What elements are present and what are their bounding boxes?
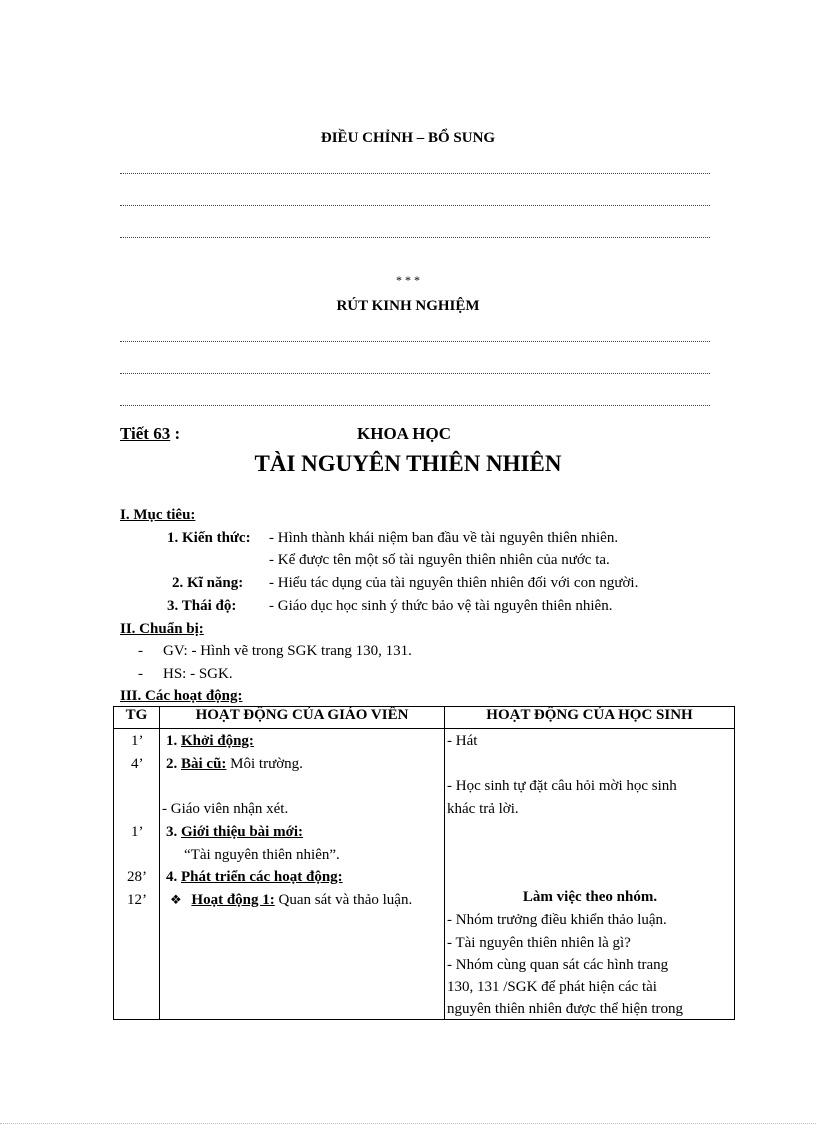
lesson-colon: : xyxy=(170,424,181,443)
tg-value: 4’ xyxy=(131,756,144,772)
lesson-number: Tiết 63 xyxy=(120,424,171,443)
tg-value: 12’ xyxy=(127,892,147,908)
step-develop xyxy=(166,869,343,886)
lesson-title: TÀI NGUYÊN THIÊN NHIÊN xyxy=(254,451,562,476)
separator: * * * xyxy=(396,273,420,287)
lesson-intro-text: “Tài nguyên thiên nhiên”. xyxy=(184,847,340,863)
student-line: - Nhóm trưởng điều khiển thảo luận. xyxy=(447,912,667,928)
objectives-heading: I. Mục tiêu: xyxy=(120,507,196,523)
step-start xyxy=(166,733,254,750)
knowledge-item: - Kể được tên một số tài nguyên thiên nhiên của nước ta. xyxy=(269,552,610,568)
tg-cell xyxy=(114,729,160,1020)
student-cell xyxy=(445,729,735,1020)
step-number: 2. xyxy=(166,756,181,772)
step-number: 1. xyxy=(166,733,181,749)
student-line: - Hát xyxy=(447,733,478,749)
teacher-cell xyxy=(160,729,445,1020)
student-line: khác trả lời. xyxy=(447,801,519,817)
dotted-line xyxy=(120,204,710,206)
activities-heading: III. Các hoạt động: xyxy=(120,688,243,704)
dotted-line xyxy=(120,372,710,374)
step-number: 3. xyxy=(166,824,181,840)
dotted-line xyxy=(120,340,710,342)
teacher-comment: - Giáo viên nhận xét. xyxy=(162,801,289,817)
prepare-dash: - xyxy=(138,643,143,659)
dotted-line xyxy=(120,172,710,174)
prepare-hs: HS: - SGK. xyxy=(163,666,233,682)
prepare-gv: GV: - Hình vẽ trong SGK trang 130, 131. xyxy=(163,643,412,659)
group-work-title: Làm việc theo nhóm. xyxy=(522,889,658,905)
knowledge-label: 1. Kiến thức: xyxy=(167,530,251,546)
student-line: - Nhóm cùng quan sát các hình trang xyxy=(447,957,669,973)
activities-table xyxy=(113,706,735,1020)
dotted-line xyxy=(120,236,710,238)
student-line: - Tài nguyên thiên nhiên là gì? xyxy=(447,935,631,951)
experience-title: RÚT KINH NGHIỆM xyxy=(336,298,480,314)
step-intro xyxy=(166,824,303,841)
activity-title: Hoạt động 1: xyxy=(191,892,275,908)
step-title: Bài cũ: xyxy=(181,756,227,772)
attitude-label: 3. Thái độ: xyxy=(167,598,237,614)
column-header-tg: TG xyxy=(114,707,160,729)
step-title: Khởi động: xyxy=(181,733,254,749)
tg-value: 28’ xyxy=(127,869,147,885)
tg-value: 1’ xyxy=(131,733,144,749)
student-line: 130, 131 /SGK để phát hiện các tài xyxy=(447,979,657,995)
prepare-dash: - xyxy=(138,666,143,682)
attitude-item: - Giáo dục học sinh ý thức bảo vệ tài nguyên thiên nhiên. xyxy=(269,598,613,614)
column-header-student: HOẠT ĐỘNG CỦA HỌC SINH xyxy=(445,707,735,729)
student-line: - Học sinh tự đặt câu hỏi mời học sinh xyxy=(447,778,677,794)
skill-item: - Hiểu tác dụng của tài nguyên thiên nhiên đối với con người. xyxy=(269,575,639,591)
diamond-bullet-icon: ❖ xyxy=(170,893,182,908)
step-number: 4. xyxy=(166,869,181,885)
step-text: Môi trường. xyxy=(226,756,303,772)
knowledge-item: - Hình thành khái niệm ban đầu về tài nguyên thiên nhiên. xyxy=(269,530,619,546)
step-review xyxy=(166,756,303,773)
prepare-heading: II. Chuẩn bị: xyxy=(120,621,204,637)
lesson-label xyxy=(120,424,180,444)
activity-text: Quan sát và thảo luận. xyxy=(274,892,413,908)
adjust-title: ĐIỀU CHỈNH – BỔ SUNG xyxy=(320,130,496,146)
dotted-line xyxy=(120,404,710,406)
skill-label: 2. Kĩ năng: xyxy=(172,575,244,591)
step-title: Phát triển các hoạt động: xyxy=(181,869,343,885)
student-line: nguyên thiên nhiên được thể hiện trong xyxy=(447,1001,684,1017)
activity-1 xyxy=(170,892,412,909)
tg-value: 1’ xyxy=(131,824,144,840)
step-title: Giới thiệu bài mới: xyxy=(181,824,304,840)
lesson-subject: KHOA HỌC xyxy=(357,424,451,443)
column-header-teacher: HOẠT ĐỘNG CỦA GIÁO VIÊN xyxy=(160,707,445,729)
